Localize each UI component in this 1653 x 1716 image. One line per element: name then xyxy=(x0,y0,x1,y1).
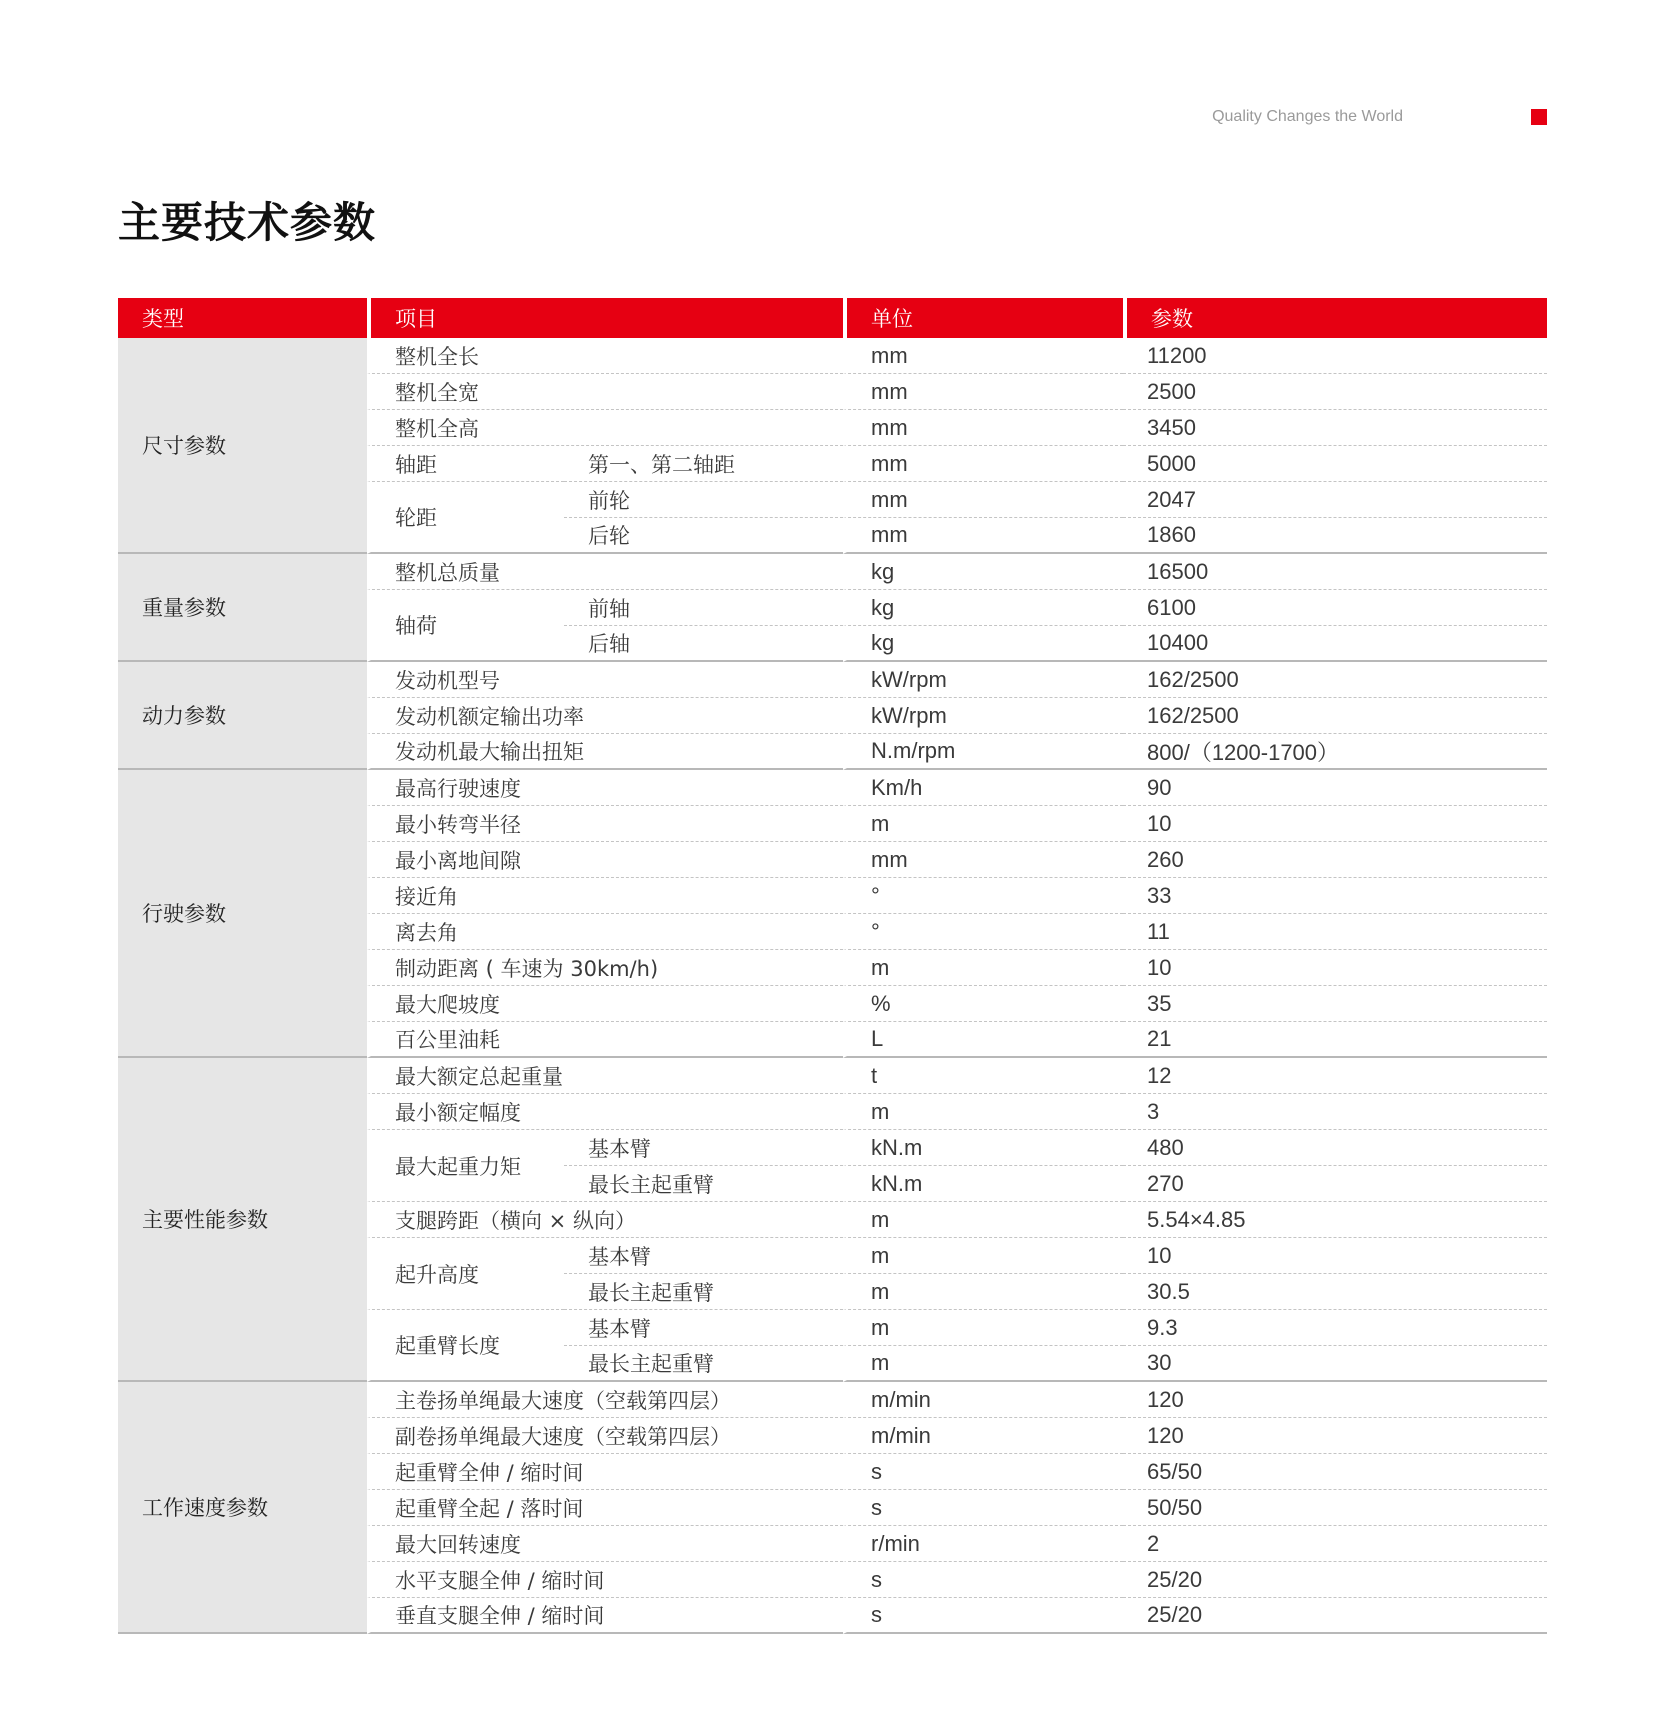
header-value: 参数 xyxy=(1123,298,1547,338)
value-cell: 11 xyxy=(1123,914,1547,950)
item-cell: 最大回转速度 xyxy=(367,1526,843,1562)
sub-item-cell: 前轴 xyxy=(564,590,843,626)
value-cell: 2 xyxy=(1123,1526,1547,1562)
sub-item-cell: 基本臂 xyxy=(564,1130,843,1166)
value-cell: 10400 xyxy=(1123,626,1547,662)
table-row xyxy=(118,554,1547,590)
unit-cell: kN.m xyxy=(843,1166,1123,1202)
item-cell: 最大起重力矩 xyxy=(367,1130,564,1202)
unit-cell: s xyxy=(843,1598,1123,1634)
item-cell: 轮距 xyxy=(367,482,564,554)
value-cell: 30.5 xyxy=(1123,1274,1547,1310)
category-cell: 尺寸参数 xyxy=(118,338,367,554)
unit-cell: mm xyxy=(843,446,1123,482)
value-cell: 480 xyxy=(1123,1130,1547,1166)
value-cell: 162/2500 xyxy=(1123,698,1547,734)
brand-square-icon xyxy=(1531,109,1547,125)
value-cell: 10 xyxy=(1123,950,1547,986)
category-cell: 主要性能参数 xyxy=(118,1058,367,1382)
item-cell: 发动机额定输出功率 xyxy=(367,698,843,734)
item-cell: 主卷扬单绳最大速度（空载第四层） xyxy=(367,1382,843,1418)
spec-table-body xyxy=(118,338,1547,1634)
value-cell: 5000 xyxy=(1123,446,1547,482)
unit-cell: mm xyxy=(843,338,1123,374)
item-cell: 起重臂全起 / 落时间 xyxy=(367,1490,843,1526)
unit-cell: kg xyxy=(843,590,1123,626)
sub-item-cell: 最长主起重臂 xyxy=(564,1346,843,1382)
page-title: 主要技术参数 xyxy=(118,198,377,247)
item-cell: 整机全高 xyxy=(367,410,843,446)
value-cell: 10 xyxy=(1123,806,1547,842)
value-cell: 3450 xyxy=(1123,410,1547,446)
value-cell: 3 xyxy=(1123,1094,1547,1130)
unit-cell: kg xyxy=(843,626,1123,662)
value-cell: 800/（1200-1700） xyxy=(1123,734,1547,770)
unit-cell: m xyxy=(843,950,1123,986)
sub-item-cell: 前轮 xyxy=(564,482,843,518)
item-cell: 起重臂全伸 / 缩时间 xyxy=(367,1454,843,1490)
unit-cell: r/min xyxy=(843,1526,1123,1562)
item-cell: 最小离地间隙 xyxy=(367,842,843,878)
value-cell: 65/50 xyxy=(1123,1454,1547,1490)
category-cell: 工作速度参数 xyxy=(118,1382,367,1634)
item-cell: 整机总质量 xyxy=(367,554,843,590)
value-cell: 90 xyxy=(1123,770,1547,806)
value-cell: 21 xyxy=(1123,1022,1547,1058)
unit-cell: mm xyxy=(843,410,1123,446)
item-cell: 最小转弯半径 xyxy=(367,806,843,842)
item-cell: 整机全长 xyxy=(367,338,843,374)
category-cell: 行驶参数 xyxy=(118,770,367,1058)
item-cell: 发动机型号 xyxy=(367,662,843,698)
value-cell: 25/20 xyxy=(1123,1562,1547,1598)
value-cell: 2047 xyxy=(1123,482,1547,518)
unit-cell: m/min xyxy=(843,1418,1123,1454)
value-cell: 120 xyxy=(1123,1382,1547,1418)
unit-cell: kW/rpm xyxy=(843,698,1123,734)
sub-item-cell: 第一、第二轴距 xyxy=(564,446,843,482)
unit-cell: kW/rpm xyxy=(843,662,1123,698)
unit-cell: t xyxy=(843,1058,1123,1094)
table-row xyxy=(118,338,1547,374)
unit-cell: s xyxy=(843,1454,1123,1490)
unit-cell: kN.m xyxy=(843,1130,1123,1166)
item-cell: 最高行驶速度 xyxy=(367,770,843,806)
item-cell: 百公里油耗 xyxy=(367,1022,843,1058)
item-cell: 发动机最大输出扭矩 xyxy=(367,734,843,770)
value-cell: 260 xyxy=(1123,842,1547,878)
value-cell: 16500 xyxy=(1123,554,1547,590)
unit-cell: mm xyxy=(843,482,1123,518)
category-cell: 动力参数 xyxy=(118,662,367,770)
item-cell: 起升高度 xyxy=(367,1238,564,1310)
value-cell: 11200 xyxy=(1123,338,1547,374)
item-cell: 接近角 xyxy=(367,878,843,914)
unit-cell: mm xyxy=(843,518,1123,554)
value-cell: 35 xyxy=(1123,986,1547,1022)
sub-item-cell: 最长主起重臂 xyxy=(564,1274,843,1310)
item-cell: 最大爬坡度 xyxy=(367,986,843,1022)
item-cell: 最大额定总起重量 xyxy=(367,1058,843,1094)
unit-cell: s xyxy=(843,1562,1123,1598)
table-row xyxy=(118,1382,1547,1418)
unit-cell: L xyxy=(843,1022,1123,1058)
item-cell: 离去角 xyxy=(367,914,843,950)
item-cell: 支腿跨距（横向 × 纵向） xyxy=(367,1202,843,1238)
header-unit: 单位 xyxy=(843,298,1123,338)
table-row xyxy=(118,662,1547,698)
item-cell: 水平支腿全伸 / 缩时间 xyxy=(367,1562,843,1598)
unit-cell: ° xyxy=(843,878,1123,914)
unit-cell: m/min xyxy=(843,1382,1123,1418)
value-cell: 30 xyxy=(1123,1346,1547,1382)
unit-cell: mm xyxy=(843,842,1123,878)
value-cell: 25/20 xyxy=(1123,1598,1547,1634)
value-cell: 5.54×4.85 xyxy=(1123,1202,1547,1238)
item-cell: 制动距离 ( 车速为 30km/h) xyxy=(367,950,843,986)
unit-cell: Km/h xyxy=(843,770,1123,806)
tagline: Quality Changes the World xyxy=(1212,108,1403,125)
sub-item-cell: 后轮 xyxy=(564,518,843,554)
sub-item-cell: 后轴 xyxy=(564,626,843,662)
item-cell: 垂直支腿全伸 / 缩时间 xyxy=(367,1598,843,1634)
header-item: 项目 xyxy=(367,298,843,338)
value-cell: 9.3 xyxy=(1123,1310,1547,1346)
value-cell: 120 xyxy=(1123,1418,1547,1454)
value-cell: 10 xyxy=(1123,1238,1547,1274)
item-cell: 副卷扬单绳最大速度（空载第四层） xyxy=(367,1418,843,1454)
item-cell: 整机全宽 xyxy=(367,374,843,410)
value-cell: 1860 xyxy=(1123,518,1547,554)
unit-cell: m xyxy=(843,1310,1123,1346)
item-cell: 轴荷 xyxy=(367,590,564,662)
value-cell: 33 xyxy=(1123,878,1547,914)
unit-cell: % xyxy=(843,986,1123,1022)
category-cell: 重量参数 xyxy=(118,554,367,662)
sub-item-cell: 最长主起重臂 xyxy=(564,1166,843,1202)
item-cell: 最小额定幅度 xyxy=(367,1094,843,1130)
item-cell: 起重臂长度 xyxy=(367,1310,564,1382)
unit-cell: m xyxy=(843,1346,1123,1382)
unit-cell: s xyxy=(843,1490,1123,1526)
value-cell: 2500 xyxy=(1123,374,1547,410)
value-cell: 12 xyxy=(1123,1058,1547,1094)
unit-cell: kg xyxy=(843,554,1123,590)
item-cell: 轴距 xyxy=(367,446,564,482)
sub-item-cell: 基本臂 xyxy=(564,1238,843,1274)
unit-cell: mm xyxy=(843,374,1123,410)
table-header-row xyxy=(118,298,1547,338)
unit-cell: m xyxy=(843,1238,1123,1274)
table-row xyxy=(118,1058,1547,1094)
unit-cell: m xyxy=(843,806,1123,842)
value-cell: 162/2500 xyxy=(1123,662,1547,698)
unit-cell: m xyxy=(843,1274,1123,1310)
header-type: 类型 xyxy=(118,298,367,338)
unit-cell: m xyxy=(843,1094,1123,1130)
sub-item-cell: 基本臂 xyxy=(564,1310,843,1346)
unit-cell: m xyxy=(843,1202,1123,1238)
unit-cell: N.m/rpm xyxy=(843,734,1123,770)
unit-cell: ° xyxy=(843,914,1123,950)
value-cell: 50/50 xyxy=(1123,1490,1547,1526)
value-cell: 270 xyxy=(1123,1166,1547,1202)
table-row xyxy=(118,770,1547,806)
value-cell: 6100 xyxy=(1123,590,1547,626)
spec-table xyxy=(118,298,1547,1634)
